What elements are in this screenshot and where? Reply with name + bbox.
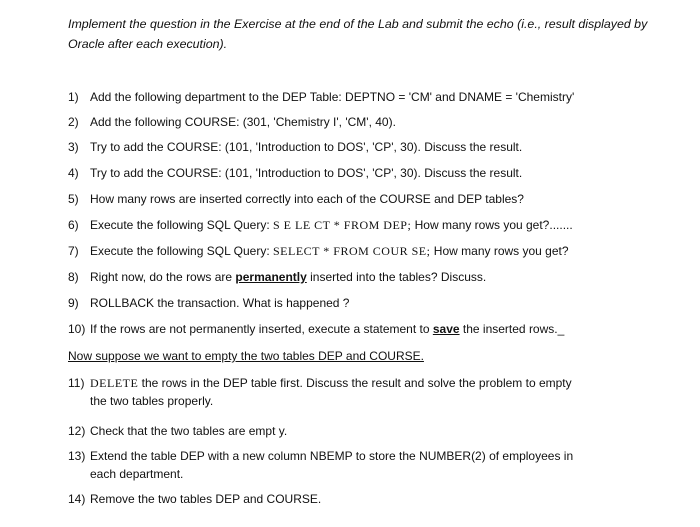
item-number: 8) [68,270,79,284]
item-number: 2) [68,115,79,129]
list-item [68,320,668,338]
item-number: 5) [68,192,79,206]
item-number: 4) [68,166,79,180]
item-continuation: each department. [90,467,184,481]
item-text: the rows in the DEP table first. Discuss the result and solve the problem to empty [138,376,572,390]
item-number: 13) [68,449,86,463]
section-heading: Now suppose we want to empty the two tables DEP and COURSE. [68,349,424,363]
sql-query: S E LE CT * FROM DEP; [272,218,412,232]
item-text: If the rows are not permanently inserted, execute a statement to [90,322,433,336]
list-item [68,88,668,106]
item-text: Execute the following SQL Query: [90,218,273,232]
list-item [68,242,668,260]
emphasis-text: permanently [235,270,307,284]
item-text: inserted into the tables? Discuss. [306,270,487,284]
item-text: Try to add the COURSE: (101, 'Introduction to DOS', 'CP', 30). Discuss the result. [90,140,523,154]
item-number: 12) [68,424,86,438]
item-number: 14) [68,492,86,506]
item-text: ROLLBACK the transaction. What is happened ? [90,296,350,310]
item-text: How many rows you get?....... [411,218,573,232]
item-number: 3) [68,140,79,154]
list-item [68,113,668,131]
item-number: 6) [68,218,79,232]
list-item [68,294,668,312]
item-text: Right now, do the rows are [90,270,236,284]
item-text: How many rows you get? [430,244,569,258]
list-item [68,447,668,483]
intro-text: Implement the question in the Exercise at the end of the Lab and submit the echo (i.e., result displayed by Oracle after each execution). [68,17,648,51]
sql-keyword: DELETE [90,376,139,390]
item-number: 11) [68,376,85,390]
list-item [68,374,668,410]
list-item [68,216,668,234]
item-text: Extend the table DEP with a new column NBEMP to store the NUMBER(2) of employees in [90,449,574,463]
list-item [68,268,668,286]
list-item [68,138,668,156]
item-number: 7) [68,244,79,258]
item-text: Add the following COURSE: (301, 'Chemistry I', 'CM', 40). [90,115,396,129]
list-item [68,490,668,508]
item-continuation: the two tables properly. [90,394,214,408]
sql-query: SELECT * FROM COUR SE; [272,244,431,258]
list-item [68,164,668,182]
list-item [68,190,668,208]
item-number: 1) [68,90,79,104]
item-text: Check that the two tables are empt y. [90,424,288,438]
item-text: Remove the two tables DEP and COURSE. [90,492,322,506]
emphasis-text: save [432,322,460,336]
item-text: Try to add the COURSE: (101, 'Introduction to DOS', 'CP', 30). Discuss the result. [90,166,523,180]
item-text: How many rows are inserted correctly into each of the COURSE and DEP tables? [90,192,524,206]
item-number: 10) [68,322,86,336]
list-item [68,422,668,440]
item-text: Add the following department to the DEP Table: DEPTNO = 'CM' and DNAME = 'Chemistry' [90,90,575,104]
item-number: 9) [68,296,79,310]
item-text: Execute the following SQL Query: [90,244,273,258]
item-text: the inserted rows._ [459,322,565,336]
